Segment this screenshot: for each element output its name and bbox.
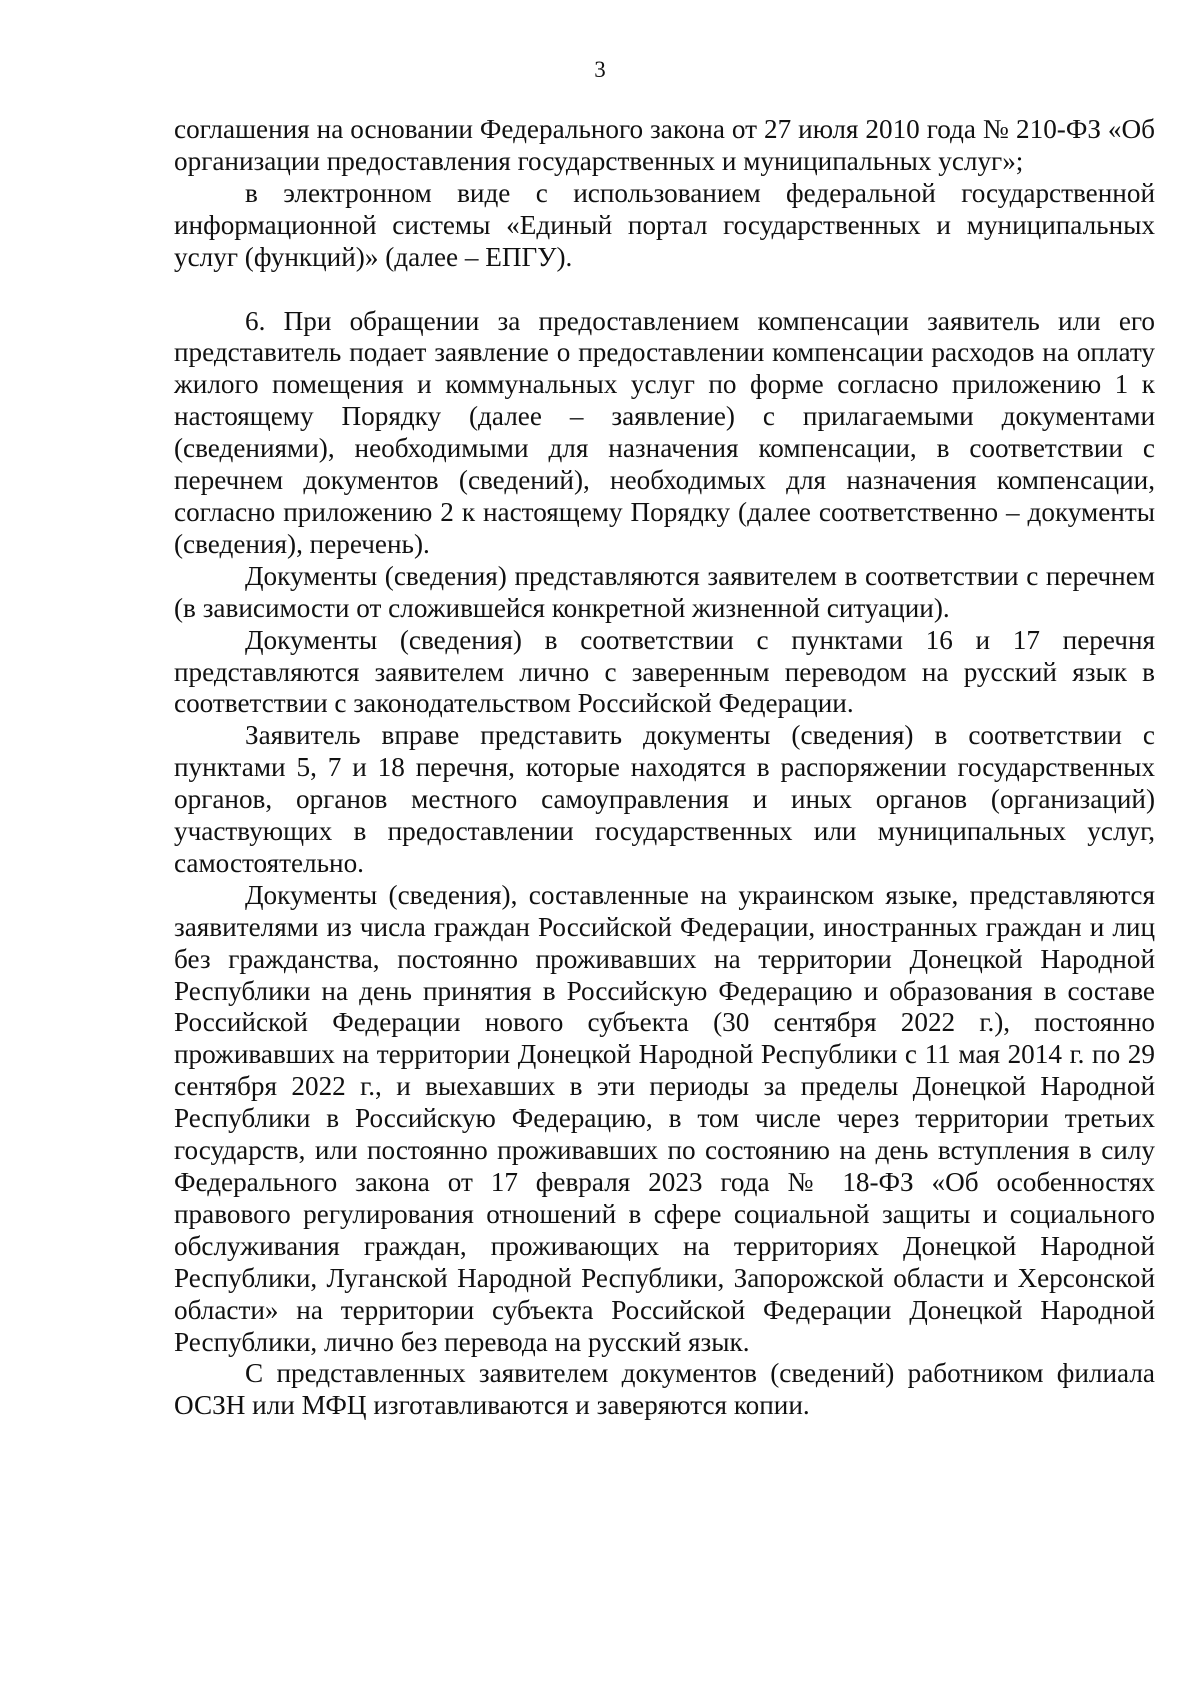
page-number: 3 [594,57,606,82]
paragraph-ukrainian-documents: Документы (сведения), составленные на украинском языке, представляются заявителями из числа граждан Российской Федерации, иностранных граждан и лиц без гражданства, постоянно проживавших на территории Донецкой Народной Республики на день принятия в Российскую Федерацию и образования в составе Российской Федерации нового субъекта (30 сентября 2022 г.), постоянно проживавших на территории Донецкой Народной Республики с 11 мая 2014 г. по 29 сентября 2022 г., и выехавших в эти периоды за пределы Донецкой Народной Республики в Российскую Федерацию, в том числе через территории третьих государств, или постоянно проживавших по состоянию на день вступления в силу Федерального закона от 17 февраля 2023 года № 18-ФЗ «Об особенностях правового регулирования отношений в сфере социальной защиты и социального обслуживания граждан, проживающих на территориях Донецкой Народной Республики, Луганской Народной Республики, Запорожской области и Херсонской области» на территории субъекта Российской Федерации Донецкой Народной Республики, лично без перевода на русский язык. [174,879,1155,1357]
paragraph-copies: С представленных заявителем документов (сведений) работником филиала ОСЗН или МФЦ изготавливаются и заверяются копии. [174,1358,1155,1421]
document-body [174,114,1155,1422]
paragraph-electronic-form: в электронном виде с использованием федеральной государственной информационной системы «Единый портал государственных и муниципальных услуг (функций)» (далее – ЕПГУ). [174,177,1155,272]
paragraph-right-to-submit: Заявитель вправе представить документы (сведения) в соответствии с пунктами 5, 7 и 18 перечня, которые находятся в распоряжении государственных органов, органов местного самоуправления и иных органов (организаций) участвующих в предоставлении государственных или муниципальных услуг, самостоятельно. [174,720,1155,878]
paragraph-translation: Документы (сведения) в соответствии с пунктами 16 и 17 перечня представляются заявителем лично с заверенным переводом на русский язык в соответствии с законодательством Российской Федерации. [174,624,1155,719]
paragraph-continuation: соглашения на основании Федерального закона от 27 июля 2010 года № 210-ФЗ «Об организации предоставления государственных и муниципальных услуг»; [174,114,1155,176]
paragraph-documents-list: Документы (сведения) представляются заявителем в соответствии с перечнем (в зависимости от сложившейся конкретной жизненной ситуации). [174,560,1155,623]
paragraph-item-6: 6. При обращении за предоставлением компенсации заявитель или его представитель подает заявление о предоставлении компенсации расходов на оплату жилого помещения и коммунальных услуг по форме согласно приложению 1 к настоящему Порядку (далее – заявление) с прилагаемыми документами (сведениями), необходимыми для назначения компенсации, в соответствии с перечнем документов (сведений), необходимых для назначения компенсации, согласно приложению 2 к настоящему Порядку (далее соответственно – документы (сведения), перечень). [174,305,1155,559]
